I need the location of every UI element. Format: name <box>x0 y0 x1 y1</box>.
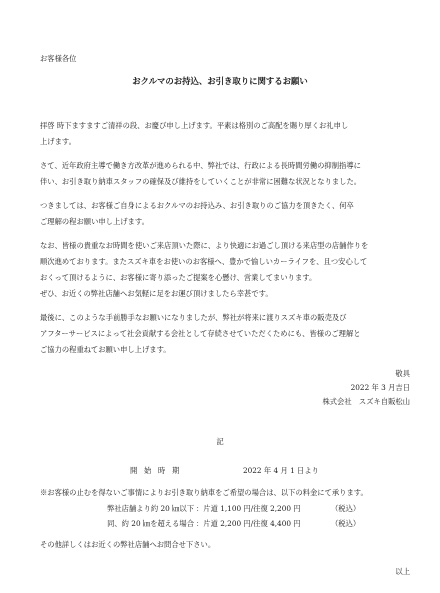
paragraph-2-line-2: 伴い、お引き取り納車スタッフの確保及び維持をしていくことが非常に困難な状況となりました。 <box>40 177 362 186</box>
paragraph-3-line-2: ご理解の程お願い申し上げます。 <box>40 217 149 226</box>
paragraph-1-line-2: 上げます。 <box>40 137 76 146</box>
issue-date: 2022 年 3 月吉日 <box>350 383 410 392</box>
paragraph-4-line-3: おくって頂けるように、お客様に寄り添ったご提案を心懸け、営業してまいります。 <box>40 273 317 282</box>
paragraph-5-line-2: アフターサービスによって社会貢献する会社として存続させていただくためにも、皆様のご理解と <box>40 329 361 338</box>
paragraph-3-line-1: つきましては、お客様ご自身によるおクルマのお持込み、お引き取りのご協力を頂きたく、何卒 <box>40 201 354 210</box>
schedule-value: 2022 年 4 月 1 日より <box>243 466 319 475</box>
document-title: おクルマのお持込、お引き取りに関するお願い <box>132 76 308 86</box>
paragraph-4-line-2: 順次進めております。またスズキ車をお使いのお客様へ、豊かで愉しいカーライフを、且つ安心して <box>40 257 368 266</box>
paragraph-5-line-3: ご協力の程重ねてお願い申し上げます。 <box>40 345 171 354</box>
addressee: お客様各位 <box>40 54 77 63</box>
fee-note: ※お客様の止むを得ないご事情によりお引き取り納車をご希望の場合は、以下の料金にて承ります。 <box>40 488 368 497</box>
closing-keigu: 敬具 <box>395 369 410 378</box>
fee-row-1-price: ：片道 1,100 円/往復 2,200 円 <box>196 504 301 513</box>
paragraph-5-line-1: 最後に、このような手前勝手なお願いになりましたが、弊社が将来に渡りスズキ車の販売及び <box>40 313 347 322</box>
fee-row-2-label: 同、約 20 ㎞を超える場合 <box>107 519 194 528</box>
paragraph-2-line-1: さて、近年政府主導で働き方改革が進められる中、弊社では、行政による長時間労働の抑制指導に <box>40 161 361 170</box>
ki-heading: 記 <box>216 437 224 446</box>
schedule-label: 開 始 時 期 <box>130 466 182 475</box>
fee-row-1-label: 弊社店舗より約 20 ㎞以下 <box>107 504 194 513</box>
contact-note: その他詳しくはお近くの弊社店舗へお問合せ下さい。 <box>40 540 216 549</box>
fee-row-2-price: ：片道 2,200 円/往復 4,400 円 <box>196 519 301 528</box>
paragraph-4-line-4: ぜひ、お近くの弊社店舗へお気軽に足をお運び頂けましたら幸甚です。 <box>40 289 273 298</box>
paragraph-1-line-1: 拝啓 時下ますますご清祥の段、お慶び申し上げます。平素は格別のご高配を賜り厚くお礼申し <box>40 121 349 130</box>
end-ijou: 以上 <box>395 567 410 576</box>
fee-row-1-tax: （税込） <box>331 504 361 513</box>
company-name: 株式会社 スズキ自販松山 <box>322 397 410 406</box>
fee-row-2-tax: （税込） <box>331 519 361 528</box>
paragraph-4-line-1: なお、皆様の貴重なお時間を使いご来店頂いた際に、より快適にお過ごし頂ける来店型の店舗作りを <box>40 241 369 250</box>
